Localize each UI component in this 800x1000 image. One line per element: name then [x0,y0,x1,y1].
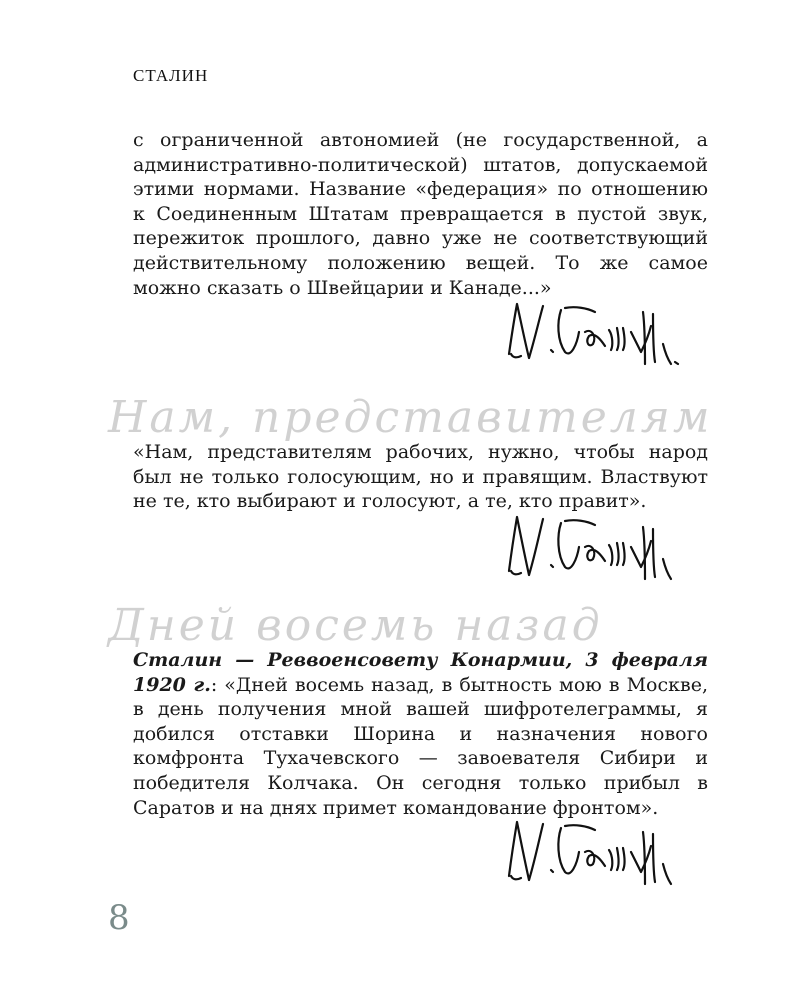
paragraph-1 [133,128,708,300]
running-head: СТАЛИН [133,66,209,85]
stalin-signature-3 [495,810,710,890]
paragraph-2 [133,440,708,514]
paragraph-2-text: «Нам, представителям рабочих, нужно, чтобы народ был не только голосующим, но и правящим. Властвуют не те, кто выбирают и голосуют, а те, кто правит». [133,441,708,513]
paragraph-3-text: : «Дней восемь назад, в бытность мою в Москве, в день получения мной вашей шифротелеграммы, я добился отставки Шорина и назначения нового комфронта Тухачевского — завоевателя Сибири и победителя Колчака. Он сегодня только прибыл в Саратов и на днях примет командование фронтом». [133,673,708,819]
page-number: 8 [108,898,130,938]
paragraph-3 [133,648,708,820]
stalin-signature-1 [495,292,710,372]
decorative-script-heading-1: Нам, представителям [108,392,713,443]
paragraph-3-lead: Сталин — Реввоенсовету Конармии, 3 февраля 1920 г. [133,649,708,696]
paragraph-1-text: с ограниченной автономией (не государственной, а административно-политической) штатов, допускаемой этими нормами. Название «федерация» по отношению к Соединенным Штатам превращается в пустой звук, пережиток прошлого, давно уже не соответствующий действительному положению вещей. То же самое можно сказать о Швейцарии и Канаде...» [133,129,708,299]
stalin-signature-2 [495,505,710,585]
decorative-script-heading-2: Дней восемь назад [108,600,603,651]
